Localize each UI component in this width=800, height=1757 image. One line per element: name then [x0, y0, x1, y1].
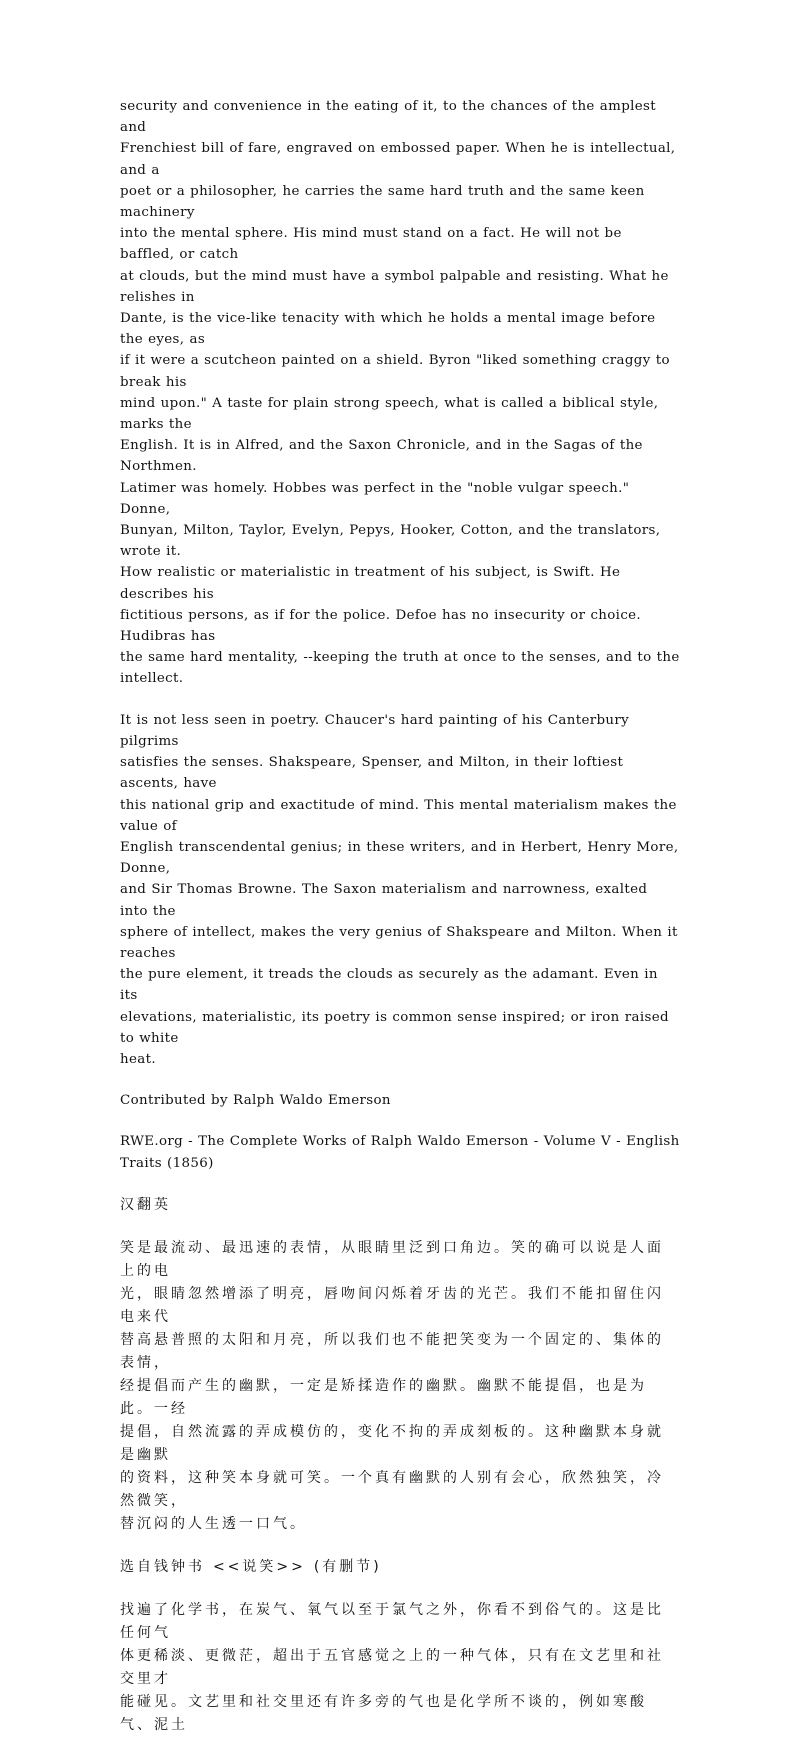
- contributor-line: Contributed by Ralph Waldo Emerson: [120, 1093, 391, 1109]
- section-heading: 汉翻英: [120, 1196, 171, 1213]
- chinese-source-citation: 选自钱钟书 <<说笑>> (有删节): [120, 1558, 382, 1575]
- paragraph-chinese-1: 笑是最流动、最迅速的表情，从眼睛里泛到口角边。笑的确可以说是人面上的电 光，眼睛忽然增添了明亮，唇吻间闪烁着牙齿的光芒。我们不能扣留住闪电来代 替高悬普照的太阳和月亮，所以我们也不能把笑变为一个固定的、集体的表情， 经提倡而产生的幽默，一定是矫揉造作的幽默。幽默不能提倡，也是为此。一经 提倡，自然流露的弄成模仿的，变化不拘的弄成刻板的。这种幽默本身就是幽默 的资料，这种笑本身就可笑。一个真有幽默的人别有会心，欣然独笑，冷然微笑， 替沉闷的人生透一口气。: [120, 1239, 664, 1532]
- document-page: [120, 96, 680, 1757]
- paragraph-english-1: security and convenience in the eating of it, to the chances of the amplest and Frenchiest bill of fare, engraved on embossed paper. When he is intellectual, and a poet or a philosopher, he carries the same hard truth and the same keen machinery into the mental sphere. His mind must stand on a fact. He will not be baffled, or catch at clouds, but the mind must have a symbol palpable and resisting. What he relishes in Dante, is the vice-like tenacity with which he holds a mental image before the eyes, as if it were a scutcheon painted on a shield. Byron "liked something craggy to break his mind upon." A taste for plain strong speech, what is called a biblical style, marks the English. It is in Alfred, and the Saxon Chronicle, and in the Sagas of the Northmen. Latimer was homely. Hobbes was perfect in the "noble vulgar speech." Donne, Bunyan, Milton, Taylor, Evelyn, Pepys, Hooker, Cotton, and the translators, wrote it. How realistic or materialistic in treatment of his subject, is Swift. He describes his fictitious persons, as if for the police. Defoe has no insecurity or choice. Hudibras has the same hard mentality, --keeping the truth at once to the senses, and to the intellect.: [120, 99, 680, 687]
- paragraph-chinese-2: 找遍了化学书，在炭气、氧气以至于氯气之外，你看不到俗气的。这是比任何气 体更稀淡、更微茫，超出于五官感觉之上的一种气体，只有在文艺里和社交里才 能碰见。文艺里和社交里还有许多旁的气也是化学所不谈的，例如寒酸气、泥土: [120, 1601, 664, 1733]
- source-citation: RWE.org - The Complete Works of Ralph Waldo Emerson - Volume V - English Traits (1856): [120, 1134, 680, 1171]
- paragraph-english-2: It is not less seen in poetry. Chaucer's hard painting of his Canterbury pilgrims satisfies the senses. Shakspeare, Spenser, and Milton, in their loftiest ascents, have this national grip and exactitude of mind. This mental materialism makes the value of English transcendental genius; in these writers, and in Herbert, Henry More, Donne, and Sir Thomas Browne. The Saxon materialism and narrowness, exalted into the sphere of intellect, makes the very genius of Shakspeare and Milton. When it reaches the pure element, it treads the clouds as securely as the adamant. Even in its elevations, materialistic, its poetry is common sense inspired; or iron raised to white heat.: [120, 712, 679, 1067]
